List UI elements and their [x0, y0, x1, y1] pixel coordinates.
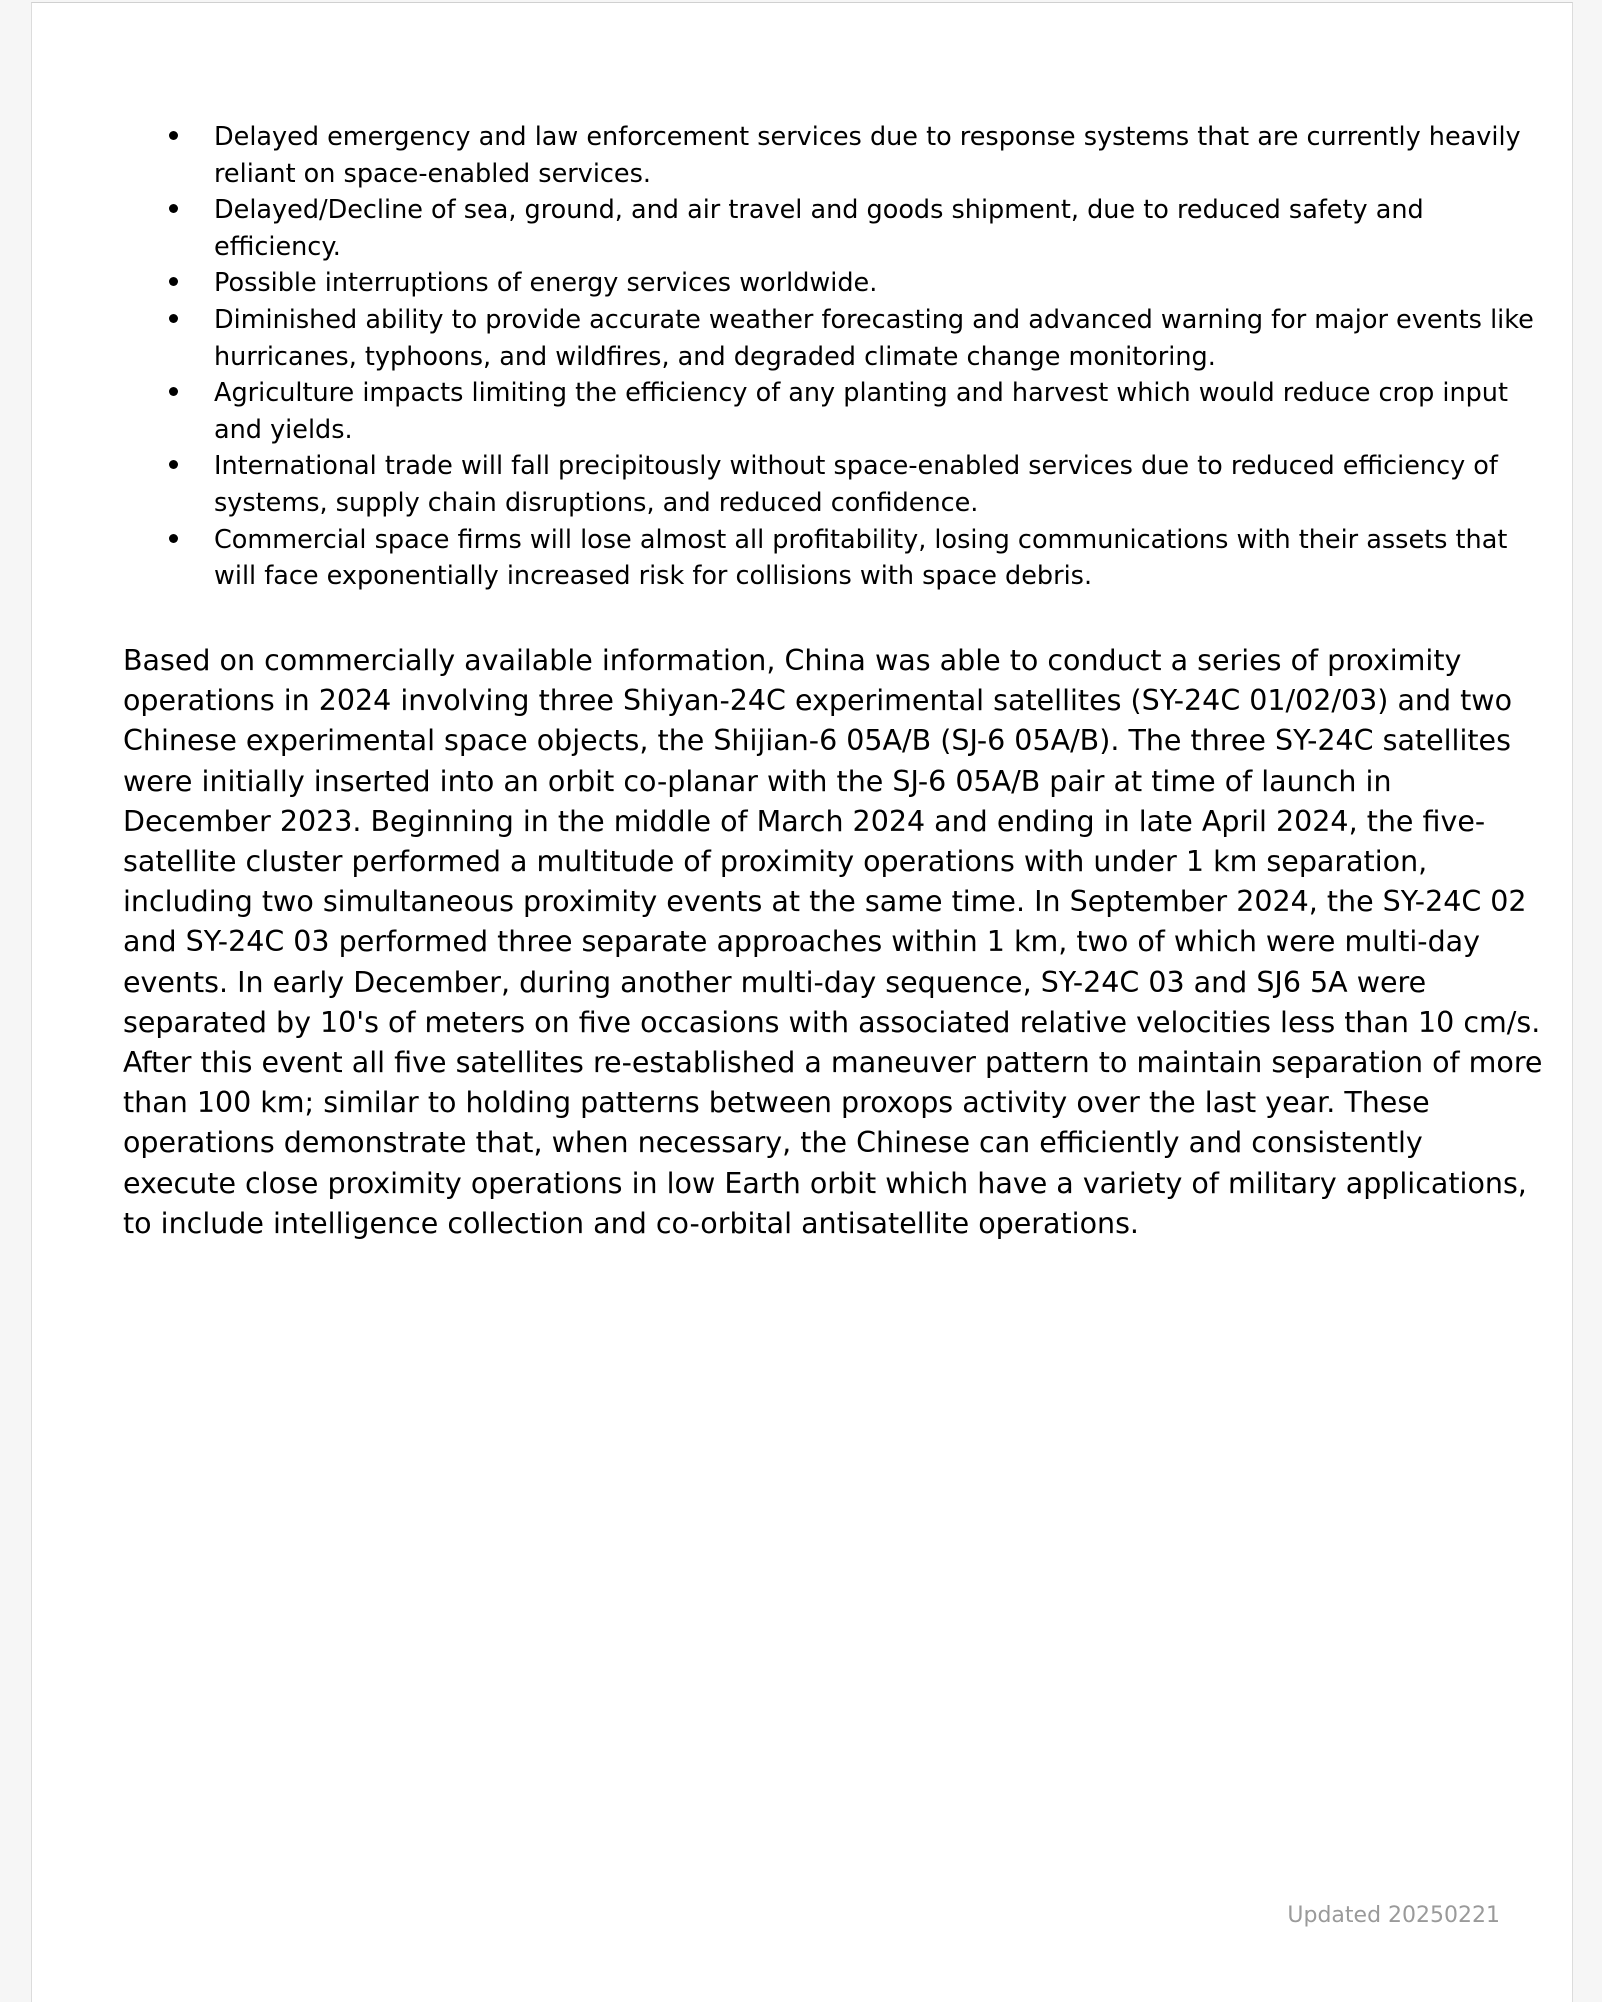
bullet-text: Diminished ability to provide accurate weather forecasting and advanced warning for major events like hurricanes, typhoons, and wildfires, and degraded climate change monitoring.: [214, 304, 1534, 372]
bullet-dot-icon: [169, 534, 178, 543]
bullet-dot-icon: [169, 277, 178, 286]
document-page: [31, 2, 1573, 2002]
bullet-dot-icon: [169, 131, 178, 140]
bullet-text: Commercial space firms will lose almost all profitability, losing communications with their assets that will face exponentially increased risk for collisions with space debris.: [214, 524, 1508, 592]
impact-bullet-list: [32, 119, 1574, 595]
bullet-item: [32, 448, 1574, 521]
bullet-dot-icon: [169, 387, 178, 396]
bullet-text: Possible interruptions of energy services worldwide.: [214, 268, 878, 299]
bullet-dot-icon: [169, 314, 178, 323]
bullet-item: [32, 192, 1574, 265]
bullet-text: Delayed emergency and law enforcement services due to response systems that are currently heavily reliant on space-enabled services.: [214, 122, 1521, 189]
bullet-item: [32, 302, 1574, 375]
bullet-item: [32, 265, 1574, 302]
body-paragraph: Based on commercially available information, China was able to conduct a series of proximity operations in 2024 involving three Shiyan-24C experimental satellites (SY-24C 01/02/03) and two Chinese experimental space objects, the Shijian-6 05A/B (SJ-6 05A/B). The three SY-24C satellites were initially inserted into an orbit co-planar with the SJ-6 05A/B pair at time of launch in December 2023. Beginning in the middle of March 2024 and ending in late April 2024, the five-satellite cluster performed a multitude of proximity operations with under 1 km separation, including two simultaneous proximity events at the same time. In September 2024, the SY-24C 02 and SY-24C 03 performed three separate approaches within 1 km, two of which were multi-day events. In early December, during another multi-day sequence, SY-24C 03 and SJ6 5A were separated by 10's of meters on five occasions with associated relative velocities less than 10 cm/s. After this event all five satellites re-established a maneuver pattern to maintain separation of more than 100 km; similar to holding patterns between proxops activity over the last year. These operations demonstrate that, when necessary, the Chinese can efficiently and consistently execute close proximity operations in low Earth orbit which have a variety of military applications, to include intelligence collection and co-orbital antisatellite operations.: [123, 644, 1543, 1240]
bullet-text: Delayed/Decline of sea, ground, and air travel and goods shipment, due to reduced safety and efficiency.: [214, 195, 1424, 262]
bullet-text: International trade will fall precipitously without space-enabled services due to reduced efficiency of systems, supply chain disruptions, and reduced confidence.: [214, 451, 1498, 518]
updated-date-footer: Updated 20250221: [1287, 1903, 1500, 1928]
bullet-item: [32, 119, 1574, 192]
bullet-text: Agriculture impacts limiting the efficiency of any planting and harvest which would reduce crop input and yields.: [214, 378, 1508, 445]
bullet-item: [32, 522, 1574, 595]
bullet-item: [32, 375, 1574, 448]
bullet-dot-icon: [169, 204, 178, 213]
bullet-dot-icon: [169, 460, 178, 469]
